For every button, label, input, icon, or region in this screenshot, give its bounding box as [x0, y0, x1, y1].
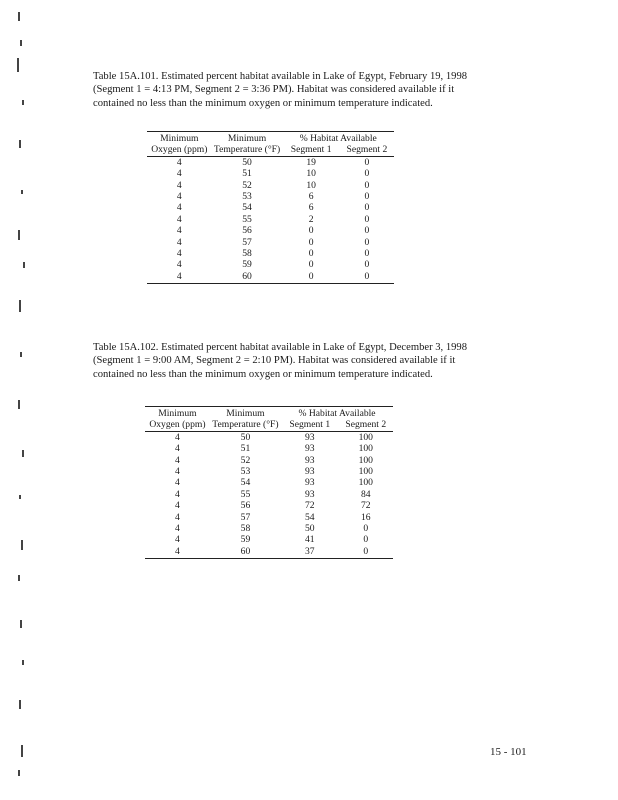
- cell-segment-1: 6: [308, 202, 314, 214]
- cell-min-temperature: 58: [242, 248, 252, 260]
- header-minimum-oxygen: Minimum: [145, 407, 210, 420]
- cell-segment-2: 72: [360, 500, 371, 512]
- cell-segment-1: 0: [308, 259, 314, 271]
- table-caption-2: Table 15A.102. Estimated percent habitat available in Lake of Egypt, December 3, 1998 (Segment 1 = 9:00 AM, Segment 2 = 2:10 PM). Habitat was considered available if it contained no less than the minimum oxygen or minimum temperature indicated.: [93, 342, 468, 380]
- cell-segment-1: 10: [306, 179, 316, 191]
- cell-segment-2: 84: [360, 488, 371, 500]
- table-row: [147, 180, 394, 191]
- cell-segment-1: 93: [304, 477, 315, 489]
- cell-segment-1: 0: [282, 271, 339, 284]
- cell-min-oxygen: 4: [176, 191, 182, 203]
- cell-segment-1: 93: [304, 466, 315, 478]
- cell-min-oxygen: 4: [175, 534, 180, 546]
- cell-segment-2: 0: [364, 202, 370, 214]
- cell-segment-2: 100: [358, 454, 373, 466]
- cell-segment-2: 0: [364, 168, 370, 180]
- cell-segment-2: 0: [364, 236, 370, 248]
- cell-segment-1: 50: [304, 523, 315, 535]
- cell-min-temperature: 53: [240, 466, 251, 478]
- cell-min-temperature: 57: [242, 236, 252, 248]
- cell-min-temperature: 50: [242, 156, 252, 168]
- cell-min-temperature: 55: [242, 213, 252, 225]
- cell-min-temperature: 54: [242, 202, 252, 214]
- cell-segment-1: 41: [304, 534, 315, 546]
- cell-segment-2: 0: [363, 534, 369, 546]
- cell-min-temperature: 55: [240, 488, 251, 500]
- cell-min-oxygen: 4: [176, 225, 182, 237]
- cell-min-oxygen: 4: [175, 488, 180, 500]
- table-row: [145, 443, 393, 454]
- header-segment-1: Segment 1: [281, 419, 339, 431]
- header-segment-2: Segment 2: [340, 144, 394, 156]
- cell-min-temperature: 51: [240, 443, 251, 455]
- cell-segment-1: 93: [304, 443, 315, 455]
- cell-min-temperature: 52: [242, 179, 252, 191]
- cell-min-oxygen: 4: [176, 236, 182, 248]
- cell-segment-1: 54: [304, 511, 315, 523]
- cell-min-temperature: 56: [240, 500, 251, 512]
- header-temperature-units: Temperature (°F): [210, 419, 281, 431]
- cell-min-temperature: 58: [240, 523, 251, 535]
- cell-segment-2: 0: [364, 179, 370, 191]
- header-oxygen-units: Oxygen (ppm): [147, 144, 212, 156]
- table-row: [145, 546, 393, 559]
- cell-min-oxygen: 4: [175, 511, 180, 523]
- cell-segment-2: 0: [364, 248, 370, 260]
- header-minimum-temperature: Minimum: [210, 407, 281, 420]
- cell-segment-1: 0: [308, 225, 314, 237]
- table-row: [145, 477, 393, 488]
- cell-segment-2: 0: [364, 259, 370, 271]
- cell-min-oxygen: 4: [147, 271, 212, 284]
- cell-min-oxygen: 4: [176, 248, 182, 260]
- cell-segment-2: 100: [358, 443, 373, 455]
- cell-min-oxygen: 4: [176, 202, 182, 214]
- cell-segment-2: 0: [363, 523, 369, 535]
- cell-min-temperature: 60: [210, 546, 281, 559]
- cell-segment-2: 16: [360, 511, 371, 523]
- cell-min-oxygen: 4: [175, 477, 180, 489]
- cell-min-oxygen: 4: [175, 443, 180, 455]
- cell-min-temperature: 60: [212, 271, 283, 284]
- cell-min-oxygen: 4: [175, 431, 180, 443]
- header-habitat-available: % Habitat Available: [281, 407, 393, 420]
- cell-segment-2: 0: [364, 191, 370, 203]
- habitat-table-2: [145, 406, 393, 559]
- table-row: [145, 512, 393, 523]
- header-segment-1: Segment 1: [282, 144, 339, 156]
- table-row: [147, 202, 394, 213]
- cell-min-temperature: 54: [240, 477, 251, 489]
- header-habitat-available: % Habitat Available: [282, 132, 394, 145]
- cell-min-oxygen: 4: [176, 213, 182, 225]
- table-body: [147, 156, 394, 283]
- cell-segment-1: 72: [304, 500, 315, 512]
- cell-segment-2: 0: [340, 271, 394, 284]
- cell-segment-1: 6: [308, 191, 314, 203]
- table-body: [145, 431, 393, 558]
- table-caption-1: Table 15A.101. Estimated percent habitat available in Lake of Egypt, February 19, 1998 (Segment 1 = 4:13 PM, Segment 2 = 3:36 PM). Habitat was considered available if it contained no less than the minimum oxygen or minimum temperature indicated.: [93, 71, 468, 109]
- cell-segment-1: 0: [308, 236, 314, 248]
- header-minimum-oxygen: Minimum: [147, 132, 212, 145]
- table-row: [145, 466, 393, 477]
- table-row: [145, 455, 393, 466]
- table-row: [147, 168, 394, 179]
- header-segment-2: Segment 2: [339, 419, 393, 431]
- table-row: [145, 534, 393, 545]
- cell-min-temperature: 56: [242, 225, 252, 237]
- cell-min-temperature: 59: [242, 259, 252, 271]
- table-row: [147, 191, 394, 202]
- table-row: [147, 259, 394, 270]
- cell-min-oxygen: 4: [175, 500, 180, 512]
- cell-segment-1: 0: [308, 248, 314, 260]
- scan-edge-artifact: [0, 0, 30, 800]
- cell-min-temperature: 59: [240, 534, 251, 546]
- cell-min-oxygen: 4: [175, 466, 180, 478]
- cell-min-oxygen: 4: [176, 179, 182, 191]
- cell-segment-2: 0: [364, 225, 370, 237]
- cell-segment-2: 100: [358, 466, 373, 478]
- cell-segment-2: 0: [339, 546, 393, 559]
- header-temperature-units: Temperature (°F): [212, 144, 283, 156]
- table-row: [147, 214, 394, 225]
- table-row: [147, 237, 394, 248]
- cell-min-oxygen: 4: [175, 523, 180, 535]
- cell-min-temperature: 50: [240, 431, 251, 443]
- table-row: [145, 431, 393, 443]
- cell-min-oxygen: 4: [176, 259, 182, 271]
- cell-min-temperature: 52: [240, 454, 251, 466]
- cell-segment-1: 37: [281, 546, 339, 559]
- table-row: [145, 500, 393, 511]
- cell-min-temperature: 53: [242, 191, 252, 203]
- cell-min-oxygen: 4: [175, 454, 180, 466]
- cell-segment-1: 2: [308, 213, 314, 225]
- cell-segment-1: 10: [306, 168, 316, 180]
- cell-segment-1: 93: [304, 454, 315, 466]
- table-row: [147, 156, 394, 168]
- table-row: [145, 523, 393, 534]
- cell-min-oxygen: 4: [176, 168, 182, 180]
- cell-segment-2: 0: [364, 213, 370, 225]
- cell-segment-1: 93: [304, 431, 315, 443]
- table-row: [147, 271, 394, 284]
- header-oxygen-units: Oxygen (ppm): [145, 419, 210, 431]
- cell-min-temperature: 57: [240, 511, 251, 523]
- cell-min-oxygen: 4: [176, 156, 182, 168]
- table-row: [147, 248, 394, 259]
- cell-segment-2: 100: [358, 431, 373, 443]
- habitat-table-1: [147, 131, 394, 284]
- cell-segment-1: 93: [304, 488, 315, 500]
- cell-segment-2: 100: [358, 477, 373, 489]
- cell-segment-2: 0: [364, 156, 370, 168]
- cell-segment-1: 19: [306, 156, 316, 168]
- header-minimum-temperature: Minimum: [212, 132, 283, 145]
- cell-min-temperature: 51: [242, 168, 252, 180]
- table-row: [147, 225, 394, 236]
- page-number: 15 - 101: [490, 746, 527, 758]
- table-row: [145, 489, 393, 500]
- cell-min-oxygen: 4: [145, 546, 210, 559]
